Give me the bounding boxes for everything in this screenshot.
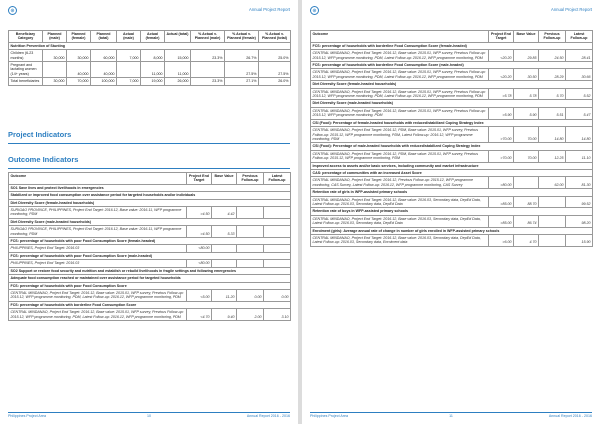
table-cell: >70.00 bbox=[489, 150, 514, 162]
indicator-label: FCS: percentage of households with poor Food Consumption Score (female-headed) bbox=[9, 238, 291, 245]
footer-right: Annual Report 2016 - 2016 bbox=[246, 414, 290, 418]
table-cell: 5.52 bbox=[566, 88, 593, 100]
source-description: CENTRAL MINDANAO, Project End Target: 2016.12, Base value: 2015.01, WFP survey, Previous Follow-up: 2015.12, WFP programme monitoring, PDM, Latest Follow-up: 2016.12, WFP programme monitoring, PDM bbox=[9, 289, 187, 301]
table-cell bbox=[43, 62, 67, 78]
indicator-row bbox=[311, 227, 593, 234]
page-header bbox=[8, 6, 290, 16]
column-header: Project End Target bbox=[489, 31, 514, 43]
table-cell: 27.5% bbox=[225, 62, 259, 78]
table-cell: 28.41 bbox=[566, 50, 593, 62]
table-cell: 100,000 bbox=[91, 78, 117, 85]
table-cell bbox=[212, 245, 237, 252]
table-cell: 2.00 bbox=[237, 309, 264, 321]
section-label: Nutrition Prevention of Stunting bbox=[9, 42, 291, 49]
table-cell: >5.90 bbox=[489, 107, 514, 119]
indicator-row bbox=[311, 42, 593, 49]
table-cell: 70,000 bbox=[67, 78, 91, 85]
table-cell: 30,000 bbox=[67, 50, 91, 62]
table-cell: 62.00 bbox=[539, 177, 566, 189]
table-cell: 5.51 bbox=[539, 107, 566, 119]
column-header: Actual (female) bbox=[141, 31, 165, 43]
outcome-table bbox=[310, 30, 593, 247]
column-header: Outcome bbox=[9, 173, 187, 185]
column-header: Latest Follow-up bbox=[566, 31, 593, 43]
table-cell: 86.74 bbox=[514, 215, 539, 227]
report-page-right bbox=[302, 0, 600, 424]
indicator-label: Diet Diversity Score (female-headed households) bbox=[311, 81, 593, 88]
indicator-row bbox=[311, 100, 593, 107]
table-cell: 28.29 bbox=[539, 69, 566, 81]
table-cell: >85.00 bbox=[489, 215, 514, 227]
column-header: Actual (total) bbox=[165, 31, 191, 43]
footer-right: Annual Report 2016 - 2016 bbox=[548, 414, 592, 418]
section-label: SO1 Save lives and protect livelihoods in emergencies bbox=[9, 184, 291, 191]
source-description: CENTRAL MINDANAO, Project End Target: 2016.12, Base value: 2016.03, Secondary data, DepEd Data, Latest Follow-up: 2016.03, Secondary data, Enrolment data bbox=[311, 235, 489, 247]
indicator-label: CSI (Food): Percentage of female-headed households with reduced/stabilized Coping Strategy Index bbox=[311, 119, 593, 126]
indicator-row bbox=[311, 62, 593, 69]
table-row bbox=[9, 289, 291, 301]
column-header: Previous Follow-up bbox=[539, 31, 566, 43]
table-cell: 30,000 bbox=[43, 50, 67, 62]
table-cell: 8,000 bbox=[141, 50, 165, 62]
table-cell: 4.42 bbox=[212, 207, 237, 219]
header-title: Annual Project Report bbox=[249, 7, 290, 12]
table-cell: 23.3% bbox=[191, 78, 225, 85]
table-row bbox=[9, 245, 291, 252]
source-description: PHILIPPINES, Project End Target: 2016.03 bbox=[9, 260, 187, 267]
table-cell: >85.00 bbox=[489, 196, 514, 208]
table-cell: >5.78 bbox=[489, 88, 514, 100]
source-description: CENTRAL MINDANAO, Project End Target: 2016.12, Base value: 2015.01, WFP survey, Previous Follow-up: 2015.12, WFP programme monitoring, PDM, Latest Follow-up: 2016.12, WFP programme monitoring, PDM bbox=[311, 69, 489, 81]
table-cell: >4.50 bbox=[187, 207, 212, 219]
table-cell: 88.70 bbox=[514, 196, 539, 208]
column-header: Planned (male) bbox=[43, 31, 67, 43]
source-description: CENTRAL MINDANAO, Project End Target: 2016.12, Base value: 2015.01, WFP survey, Previous Follow-up: 2015.12, WFP programme monitoring, PDM, Latest Follow-up: 2016.12, WFP programme monitoring, PDM bbox=[311, 88, 489, 100]
table-row bbox=[9, 78, 291, 85]
table-cell bbox=[237, 260, 264, 267]
indicator-label: Enrolment (girls): Average annual rate of change in number of girls enrolled in WFP-assisted primary schools bbox=[311, 227, 593, 234]
table-cell bbox=[264, 245, 291, 252]
table-cell bbox=[237, 226, 264, 238]
table-cell: 5.90 bbox=[514, 107, 539, 119]
table-row bbox=[9, 309, 291, 321]
column-header: Base Value bbox=[212, 173, 237, 185]
table-cell bbox=[539, 215, 566, 227]
indicator-label: Diet Diversity Score (male-headed households) bbox=[9, 218, 291, 225]
table-row bbox=[311, 215, 593, 227]
source-description: CENTRAL MINDANAO, Project End Target: 2016.12, Base value: 2016.03, Secondary data, DepEd Data, Latest Follow-up: 2016.03, Secondary data, DepEd Data bbox=[311, 215, 489, 227]
outcome-table bbox=[8, 172, 291, 321]
indicator-row bbox=[311, 208, 593, 215]
section-label: Stabilized or improved food consumption over assistance period for targeted households and/or individuals bbox=[9, 192, 291, 199]
table-cell bbox=[539, 235, 566, 247]
table-cell bbox=[264, 207, 291, 219]
table-row bbox=[311, 69, 593, 81]
table-cell: 27.1% bbox=[225, 78, 259, 85]
indicator-row bbox=[9, 218, 291, 225]
footer-left: Philippines Project Area bbox=[310, 414, 348, 418]
wfp-logo-icon: ⊕ bbox=[8, 6, 17, 15]
page-footer bbox=[310, 412, 592, 420]
table-row bbox=[9, 50, 291, 62]
table-section-row bbox=[9, 267, 291, 274]
column-header: Beneficiary Category bbox=[9, 31, 43, 43]
indicator-label: FCS: percentage of households with poor Food Consumption Score (male-headed) bbox=[9, 252, 291, 259]
indicator-row bbox=[9, 282, 291, 289]
indicator-label: CSI (Food): Percentage of male-headed households with reduced/stabilized Coping Strategy Index bbox=[311, 143, 593, 150]
table-cell: 81.30 bbox=[566, 177, 593, 189]
table-cell bbox=[264, 260, 291, 267]
table-cell: 25.0% bbox=[259, 50, 291, 62]
table-cell: >6.00 bbox=[489, 235, 514, 247]
table-row bbox=[311, 107, 593, 119]
indicator-row bbox=[9, 252, 291, 259]
table-cell: 24.50 bbox=[539, 50, 566, 62]
indicator-label: Diet Diversity Score (male-headed households) bbox=[311, 100, 593, 107]
table-cell: 40,000 bbox=[91, 62, 117, 78]
table-cell: 30.66 bbox=[566, 69, 593, 81]
table-cell bbox=[212, 260, 237, 267]
column-header: % Actual v. Planned (total) bbox=[259, 31, 291, 43]
table-cell: 99.52 bbox=[566, 196, 593, 208]
table-row bbox=[311, 127, 593, 143]
table-cell: 26.0% bbox=[259, 78, 291, 85]
page-footer bbox=[8, 412, 290, 420]
table-section-row bbox=[9, 192, 291, 199]
column-header: Base Value bbox=[514, 31, 539, 43]
table-cell: 70.00 bbox=[514, 150, 539, 162]
table-cell: 14.80 bbox=[566, 127, 593, 143]
table-cell: 29.85 bbox=[514, 50, 539, 62]
table-cell: 0.00 bbox=[237, 289, 264, 301]
table-row bbox=[9, 207, 291, 219]
table-cell bbox=[539, 196, 566, 208]
table-row bbox=[311, 50, 593, 62]
indicator-row bbox=[9, 238, 291, 245]
table-row bbox=[9, 62, 291, 78]
source-description: CENTRAL MINDANAO, Project End Target: 2016.12, Base value: 2015.01, WFP survey, Previous Follow-up: 2015.12, WFP programme monitoring, PDM bbox=[311, 107, 489, 119]
table-cell bbox=[117, 62, 141, 78]
table-cell: <20.20 bbox=[489, 50, 514, 62]
table-cell: 15,000 bbox=[165, 50, 191, 62]
table-cell: <4.70 bbox=[187, 309, 212, 321]
outcome-indicators-title: Outcome Indicators bbox=[8, 155, 79, 164]
column-header: Actual (male) bbox=[117, 31, 141, 43]
source-description: CENTRAL MINDANAO, Project End Target: 2016.12, PDM, Base value: 2015.01, WFP survey, Previous Follow-up: 2015.12, WFP programme monitoring, PDM, Latest Follow-up: 2016.12, WFP programme monitoring, PDM bbox=[311, 127, 489, 143]
indicator-label: FCS: percentage of households with borderline Food Consumption Score (female-headed) bbox=[311, 42, 593, 49]
table-cell: 98.20 bbox=[566, 215, 593, 227]
table-cell: <20.20 bbox=[489, 69, 514, 81]
beneficiary-table bbox=[8, 30, 291, 86]
indicator-row bbox=[9, 301, 291, 308]
table-cell: >80.00 bbox=[489, 177, 514, 189]
source-description: PHILIPPINES, Project End Target: 2016.03 bbox=[9, 245, 187, 252]
source-description: CENTRAL MINDANAO, Project End Target: 2016.12, Previous Follow-up: 2015.12, WFP programme monitoring, CAS Survey, Latest Follow-up: 2016.12, WFP programme monitoring, CAS Survey bbox=[311, 177, 489, 189]
divider bbox=[8, 143, 290, 144]
table-section-row bbox=[9, 275, 291, 282]
indicator-label: FCS: percentage of households with borderline Food Consumption Score (male-headed) bbox=[311, 62, 593, 69]
table-row bbox=[311, 150, 593, 162]
table-cell: 9.40 bbox=[212, 309, 237, 321]
table-cell: 27.5% bbox=[259, 62, 291, 78]
table-cell: <80.00 bbox=[187, 245, 212, 252]
table-row bbox=[311, 177, 593, 189]
table-cell: 5.78 bbox=[514, 88, 539, 100]
column-header: Planned (total) bbox=[91, 31, 117, 43]
table-cell: >70.00 bbox=[489, 127, 514, 143]
indicator-label: Diet Diversity Score (female-headed households) bbox=[9, 199, 291, 206]
indicator-row bbox=[311, 143, 593, 150]
table-cell: 7,000 bbox=[117, 50, 141, 62]
report-page-left bbox=[0, 0, 298, 424]
table-row bbox=[311, 196, 593, 208]
table-cell: 26,000 bbox=[165, 78, 191, 85]
indicator-row bbox=[9, 199, 291, 206]
table-cell bbox=[237, 207, 264, 219]
section-label: Adequate food consumption reached or maintained over assistance period for targeted households bbox=[9, 275, 291, 282]
row-label: Pregnant and lactating women (14+ years) bbox=[9, 62, 43, 78]
indicator-row bbox=[311, 189, 593, 196]
source-description: CENTRAL MINDANAO, Project End Target: 2016.12, Base value: 2015.01, WFP survey, Previous Follow-up: 2015.12, WFP programme monitoring, PDM, Latest Follow-up: 2016.12, WFP programme monitoring, PDM bbox=[311, 50, 489, 62]
column-header: Project End Target bbox=[187, 173, 212, 185]
source-description: CENTRAL MINDANAO, Project End Target: 2016.12, Base value: 2015.01, WFP survey, Previous Follow-up: 2015.12, WFP programme monitoring, PDM, Latest Follow-up: 2016.12, WFP programme monitoring, PDM bbox=[9, 309, 187, 321]
indicator-row bbox=[311, 81, 593, 88]
indicator-label: CAS: percentage of communities with an increased Asset Score bbox=[311, 169, 593, 176]
table-row bbox=[9, 260, 291, 267]
table-row bbox=[311, 235, 593, 247]
table-cell: 7,000 bbox=[117, 78, 141, 85]
page-header bbox=[310, 6, 592, 16]
table-cell: 14.80 bbox=[539, 127, 566, 143]
table-cell: 11.10 bbox=[566, 150, 593, 162]
section-label: SO2 Support or restore food security and nutrition and establish or rebuild livelihoods in fragile settings and following emergencies bbox=[9, 267, 291, 274]
row-label: Children (6-23 months) bbox=[9, 50, 43, 62]
page-number: 10 bbox=[147, 414, 151, 418]
table-cell: 11,000 bbox=[165, 62, 191, 78]
table-cell: 26.7% bbox=[225, 50, 259, 62]
indicator-label: FCS: percentage of households with poor Food Consumption Score bbox=[9, 282, 291, 289]
table-cell: >4.50 bbox=[187, 226, 212, 238]
table-cell: 40,000 bbox=[67, 62, 91, 78]
row-label: Total beneficiaries bbox=[9, 78, 43, 85]
table-cell bbox=[237, 245, 264, 252]
table-section-row bbox=[311, 162, 593, 169]
column-header: Planned (female) bbox=[67, 31, 91, 43]
table-cell: 19,000 bbox=[141, 78, 165, 85]
table-section-row bbox=[9, 184, 291, 191]
table-cell: 5.33 bbox=[212, 226, 237, 238]
table-cell bbox=[264, 226, 291, 238]
divider bbox=[8, 168, 290, 169]
table-cell: <80.00 bbox=[187, 260, 212, 267]
table-cell: 3.10 bbox=[264, 309, 291, 321]
footer-left: Philippines Project Area bbox=[8, 414, 46, 418]
table-cell: 15.90 bbox=[566, 235, 593, 247]
project-indicators-title: Project Indicators bbox=[8, 130, 72, 139]
table-cell: 30,000 bbox=[43, 78, 67, 85]
source-description: SURIGAO PROVINCE, PHILIPPINES, Project End Target: 2016.12, Base value: 2016.11, WFP programme monitoring, PDM bbox=[9, 207, 187, 219]
table-cell: 5.70 bbox=[539, 88, 566, 100]
source-description: SURIGAO PROVINCE, PHILIPPINES, Project End Target: 2016.12, Base value: 2016.11, WFP programme monitoring, PDM bbox=[9, 226, 187, 238]
table-cell: 4.70 bbox=[514, 235, 539, 247]
section-label: Improved access to assets and/or basic services, including community and market infrastructure bbox=[311, 162, 593, 169]
table-section-row bbox=[9, 42, 291, 49]
page-number: 11 bbox=[449, 414, 453, 418]
header-title: Annual Project Report bbox=[551, 7, 592, 12]
table-cell: <5.00 bbox=[187, 289, 212, 301]
table-cell: 60,000 bbox=[91, 50, 117, 62]
table-cell bbox=[191, 62, 225, 78]
column-header: Latest Follow-up bbox=[264, 173, 291, 185]
indicator-row bbox=[311, 119, 593, 126]
table-cell: 0.00 bbox=[264, 289, 291, 301]
table-cell: 11,000 bbox=[141, 62, 165, 78]
table-row bbox=[9, 226, 291, 238]
source-description: CENTRAL MINDANAO, Project End Target: 2016.12, PDM, Base value: 2015.01, WFP survey, Previous Follow-up: 2015.12, WFP programme monitoring, PDM bbox=[311, 150, 489, 162]
indicator-label: FCS: percentage of households with borderline Food Consumption Score bbox=[9, 301, 291, 308]
source-description: CENTRAL MINDANAO, Project End Target: 2016.12, Base value: 2016.03, Secondary data, DepEd Data, Latest Follow-up: 2016.03, Secondary data, DepEd Data bbox=[311, 196, 489, 208]
column-header: % Actual v. Planned (male) bbox=[191, 31, 225, 43]
column-header: Previous Follow-up bbox=[237, 173, 264, 185]
indicator-label: Retention rate of girls in WFP-assisted primary schools bbox=[311, 189, 593, 196]
column-header: % Actual v. Planned (female) bbox=[225, 31, 259, 43]
table-cell: 23.3% bbox=[191, 50, 225, 62]
table-cell: 12.25 bbox=[539, 150, 566, 162]
table-cell bbox=[514, 177, 539, 189]
table-cell: 5.47 bbox=[566, 107, 593, 119]
column-header: Outcome bbox=[311, 31, 489, 43]
table-cell: 70.00 bbox=[514, 127, 539, 143]
indicator-label: Retention rate of boys in WFP-assisted primary schools bbox=[311, 208, 593, 215]
wfp-logo-icon: ⊕ bbox=[310, 6, 319, 15]
indicator-row bbox=[311, 169, 593, 176]
table-cell: 30.50 bbox=[514, 69, 539, 81]
table-cell: 11.20 bbox=[212, 289, 237, 301]
table-row bbox=[311, 88, 593, 100]
